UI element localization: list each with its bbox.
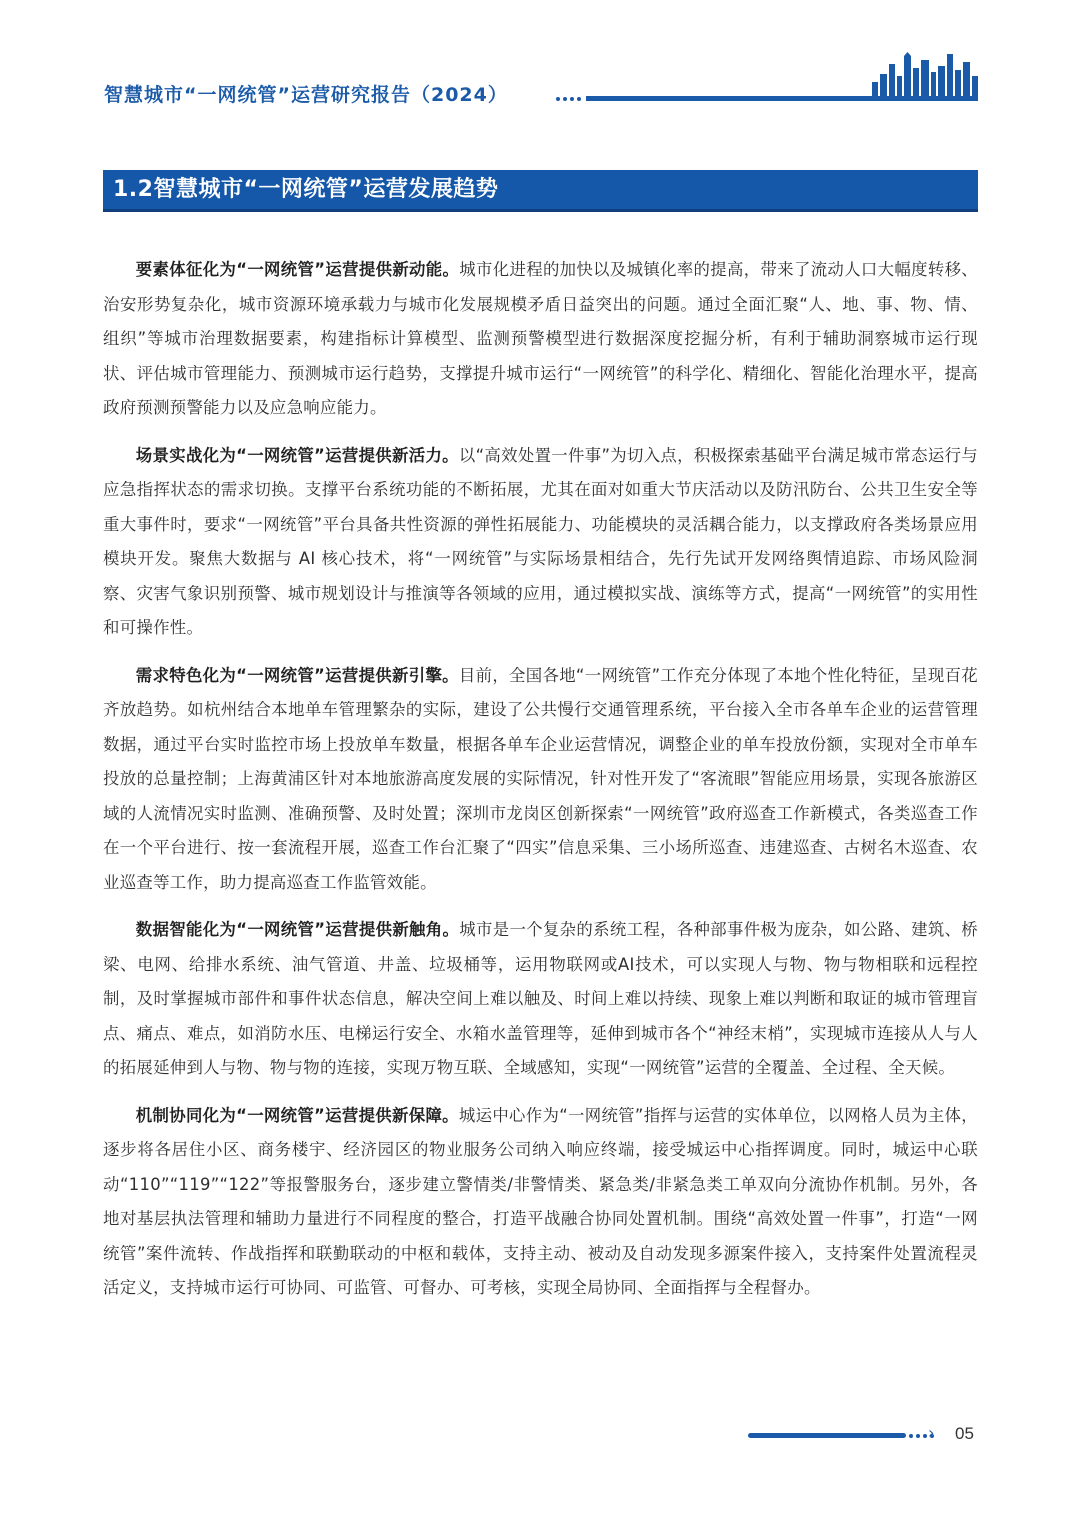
paragraph-lead: 场景实战化为“一网统管”运营提供新活力。	[135, 445, 459, 465]
paragraph-text: 城市化进程的加快以及城镇化率的提高，带来了流动人口大幅度转移、治安形势复杂化，城市资源环境承载力与城市化发展规模矛盾日益突出的问题。通过全面汇聚“人、地、事、物、情、组织”等城市治理数据要素，构建指标计算模型、监测预警模型进行数据深度挖掘分析，有利于辅助洞察城市运行现状、评估城市管理能力、预测城市运行趋势，支撑提升城市运行“一网统管”的科学化、精细化、智能化治理水平，提高政府预测预警能力以及应急响应能力。	[103, 260, 978, 417]
paragraph-lead: 机制协同化为“一网统管”运营提供新保障。	[135, 1105, 459, 1125]
paragraph-3	[103, 659, 978, 901]
header-title: 智慧城市“一网统管”运营研究报告（2024）	[104, 84, 508, 106]
body-content	[103, 253, 978, 1319]
header-dots	[556, 96, 586, 102]
paragraph-5	[103, 1099, 978, 1306]
city-skyline-icon	[872, 52, 978, 98]
paragraph-1	[103, 253, 978, 426]
paragraph-lead: 需求特色化为“一网统管”运营提供新引擎。	[135, 665, 459, 685]
paragraph-text: 目前，全国各地“一网统管”工作充分体现了本地个性化特征，呈现百花齐放趋势。如杭州结合本地单车管理繁杂的实际，建设了公共慢行交通管理系统，平台接入全市各单车企业的运营管理数据，通过平台实时监控市场上投放单车数量，根据各单车企业运营情况，调整企业的单车投放份额，实现对全市单车投放的总量控制；上海黄浦区针对本地旅游高度发展的实际情况，针对性开发了“客流眼”智能应用场景，实现各旅游区域的人流情况实时监测、准确预警、及时处置；深圳市龙岗区创新探索“一网统管”政府巡查工作新模式，各类巡查工作在一个平台进行、按一套流程开展，巡查工作台汇聚了“四实”信息采集、三小场所巡查、违建巡查、古树名木巡查、农业巡查等工作，助力提高巡查工作监管效能。	[103, 665, 978, 892]
paragraph-lead: 要素体征化为“一网统管”运营提供新动能。	[135, 260, 460, 279]
section-heading-bar	[103, 170, 978, 212]
paragraph-2	[103, 439, 978, 646]
paragraph-lead: 数据智能化为“一网统管”运营提供新触角。	[135, 920, 460, 939]
chevron-right-icon: ›	[928, 1423, 935, 1442]
footer-rule	[748, 1433, 906, 1438]
paragraph-text: 城市是一个复杂的系统工程，各种部事件极为庞杂，如公路、建筑、桥梁、电网、给排水系统、油气管道、井盖、垃圾桶等，运用物联网或AI技术，可以实现人与物、物与物相联和远程控制，及时掌握城市部件和事件状态信息，解决空间上难以触及、时间上难以持续、现象上难以判断和取证的城市管理盲点、痛点、难点，如消防水压、电梯运行安全、水箱水盖管理等，延伸到城市各个“神经末梢”，实现城市连接从人与人的拓展延伸到人与物、物与物的连接，实现万物互联、全域感知，实现“一网统管”运营的全覆盖、全过程、全天候。	[103, 920, 978, 1077]
paragraph-text: 以“高效处置一件事”为切入点，积极探索基础平台满足城市常态运行与应急指挥状态的需求切换。支撑平台系统功能的不断拓展，尤其在面对如重大节庆活动以及防汛防台、公共卫生安全等重大事件时，要求“一网统管”平台具备共性资源的弹性拓展能力、功能模块的灵活耦合能力，以支撑政府各类场景应用模块开发。聚焦大数据与 AI 核心技术，将“一网统管”与实际场景相结合，先行先试开发网络舆情追踪、市场风险洞察、灾害气象识别预警、城市规划设计与推演等各领域的应用，通过模拟实战、演练等方式，提高“一网统管”的实用性和可操作性。	[103, 445, 978, 637]
paragraph-4	[103, 913, 978, 1086]
paragraph-text: 城运中心作为“一网统管”指挥与运营的实体单位，以网格人员为主体，逐步将各居住小区、商务楼宇、经济园区的物业服务公司纳入响应终端，接受城运中心指挥调度。同时，城运中心联动“110”“119”“122”等报警服务台，逐步建立警情类/非警情类、紧急类/非紧急类工单双向分流协作机制。另外，各地对基层执法管理和辅助力量进行不同程度的整合，打造平战融合协同处置机制。围绕“高效处置一件事”，打造“一网统管”案件流转、作战指挥和联勤联动的中枢和载体，支持主动、被动及自动发现多源案件接入，支持案件处置流程灵活定义，支持城市运行可协同、可监管、可督办、可考核，实现全局协同、全面指挥与全程督办。	[103, 1105, 978, 1297]
section-title: 1.2智慧城市“一网统管”运营发展趋势	[113, 177, 499, 202]
page-number: 05	[955, 1424, 974, 1443]
